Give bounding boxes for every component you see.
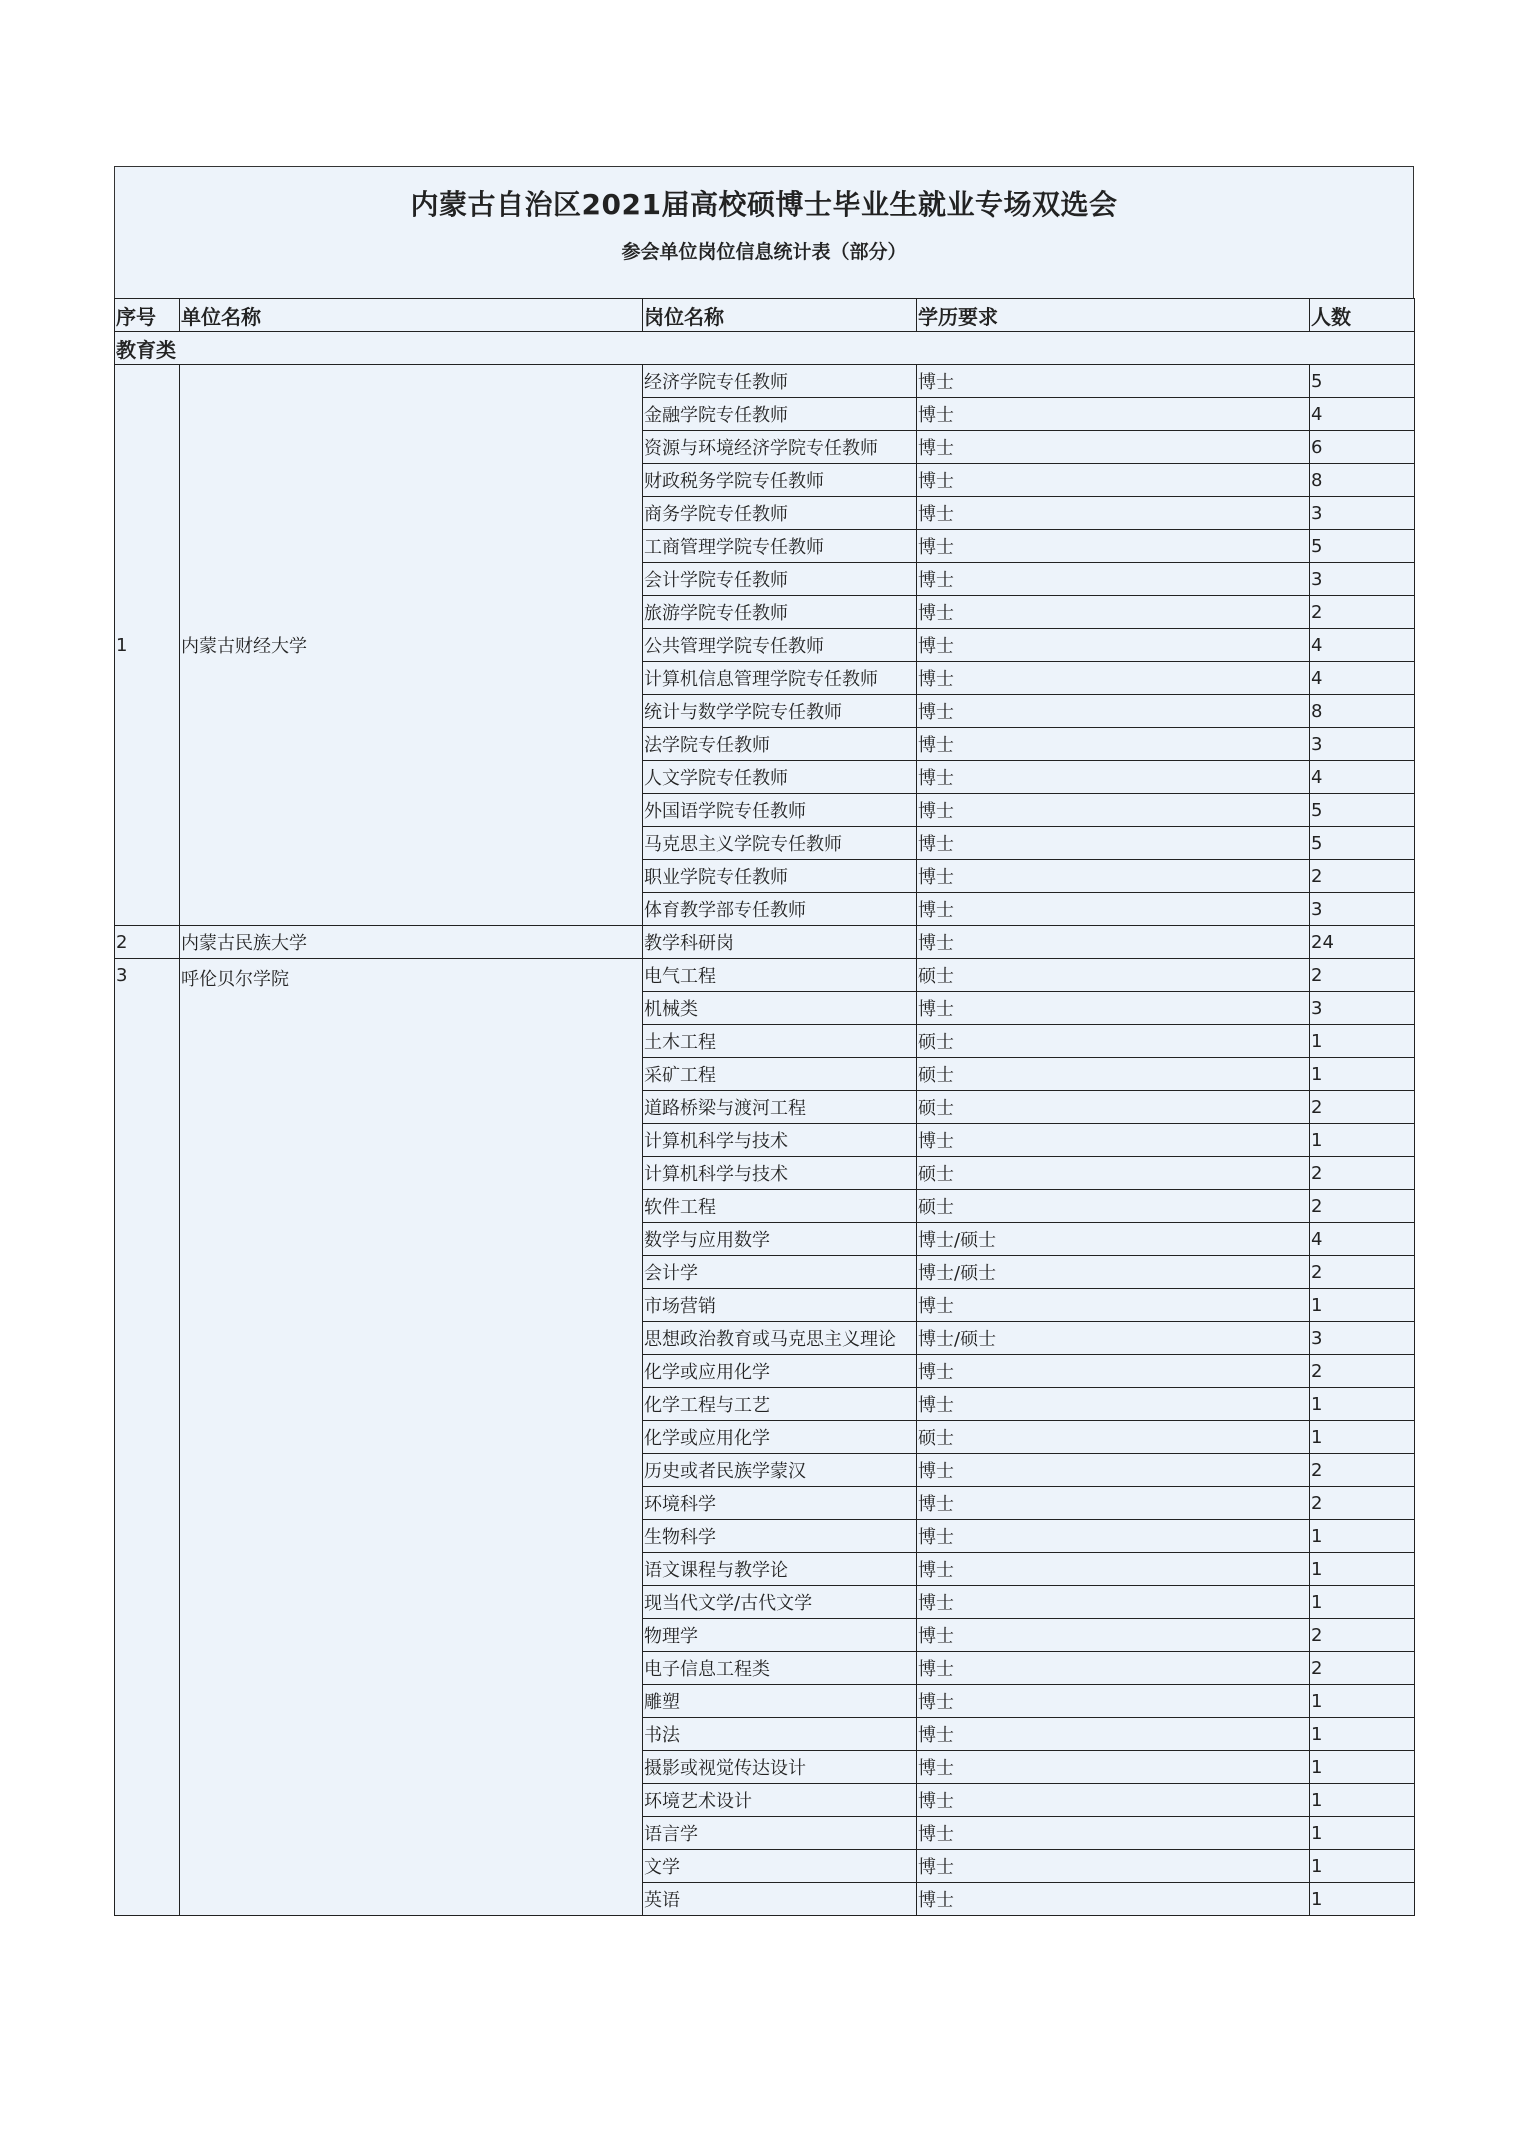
post-name: 工商管理学院专任教师 [643, 530, 917, 563]
headcount: 2 [1310, 1487, 1415, 1520]
post-name: 生物科学 [643, 1520, 917, 1553]
headcount: 3 [1310, 497, 1415, 530]
education-requirement: 博士 [917, 1652, 1310, 1685]
education-requirement: 博士 [917, 827, 1310, 860]
title-block [114, 166, 1414, 298]
headcount: 1 [1310, 1751, 1415, 1784]
headcount: 24 [1310, 926, 1415, 959]
post-name: 环境科学 [643, 1487, 917, 1520]
post-name: 语言学 [643, 1817, 917, 1850]
post-name: 软件工程 [643, 1190, 917, 1223]
education-requirement: 博士 [917, 794, 1310, 827]
post-name: 道路桥梁与渡河工程 [643, 1091, 917, 1124]
post-name: 教学科研岗 [643, 926, 917, 959]
education-requirement: 博士 [917, 1817, 1310, 1850]
document-subtitle: 参会单位岗位信息统计表（部分） [621, 241, 907, 263]
education-requirement: 博士/硕士 [917, 1223, 1310, 1256]
headcount: 5 [1310, 827, 1415, 860]
education-requirement: 博士 [917, 497, 1310, 530]
headcount: 1 [1310, 1025, 1415, 1058]
post-name: 现当代文学/古代文学 [643, 1586, 917, 1619]
header-unit: 单位名称 [180, 299, 643, 332]
education-requirement: 硕士 [917, 1025, 1310, 1058]
headcount: 1 [1310, 1718, 1415, 1751]
education-requirement: 硕士 [917, 1421, 1310, 1454]
post-name: 会计学 [643, 1256, 917, 1289]
post-name: 环境艺术设计 [643, 1784, 917, 1817]
headcount: 1 [1310, 1520, 1415, 1553]
education-requirement: 博士 [917, 1388, 1310, 1421]
education-requirement: 博士 [917, 926, 1310, 959]
post-name: 计算机信息管理学院专任教师 [643, 662, 917, 695]
headcount: 3 [1310, 893, 1415, 926]
post-name: 文学 [643, 1850, 917, 1883]
post-name: 雕塑 [643, 1685, 917, 1718]
table-row [115, 959, 1415, 992]
category-row [115, 332, 1415, 365]
headcount: 1 [1310, 1883, 1415, 1916]
post-name: 经济学院专任教师 [643, 365, 917, 398]
post-name: 资源与环境经济学院专任教师 [643, 431, 917, 464]
education-requirement: 博士 [917, 761, 1310, 794]
education-requirement: 硕士 [917, 1091, 1310, 1124]
headcount: 2 [1310, 596, 1415, 629]
headcount: 2 [1310, 1355, 1415, 1388]
headcount: 3 [1310, 1322, 1415, 1355]
unit-name: 呼伦贝尔学院 [180, 959, 643, 1916]
education-requirement: 博士 [917, 1685, 1310, 1718]
headcount: 2 [1310, 1157, 1415, 1190]
headcount: 1 [1310, 1124, 1415, 1157]
education-requirement: 博士 [917, 629, 1310, 662]
post-name: 思想政治教育或马克思主义理论 [643, 1322, 917, 1355]
education-requirement: 博士 [917, 431, 1310, 464]
post-name: 统计与数学学院专任教师 [643, 695, 917, 728]
post-name: 财政税务学院专任教师 [643, 464, 917, 497]
headcount: 1 [1310, 1289, 1415, 1322]
header-row [115, 299, 1415, 332]
post-name: 体育教学部专任教师 [643, 893, 917, 926]
education-requirement: 博士 [917, 1124, 1310, 1157]
education-requirement: 博士 [917, 1454, 1310, 1487]
headcount: 5 [1310, 365, 1415, 398]
education-requirement: 博士 [917, 464, 1310, 497]
education-requirement: 博士/硕士 [917, 1256, 1310, 1289]
post-name: 职业学院专任教师 [643, 860, 917, 893]
header-education: 学历要求 [917, 299, 1310, 332]
post-name: 采矿工程 [643, 1058, 917, 1091]
headcount: 2 [1310, 1190, 1415, 1223]
headcount: 2 [1310, 860, 1415, 893]
post-name: 电气工程 [643, 959, 917, 992]
headcount: 1 [1310, 1784, 1415, 1817]
post-name: 市场营销 [643, 1289, 917, 1322]
post-name: 历史或者民族学蒙汉 [643, 1454, 917, 1487]
post-name: 机械类 [643, 992, 917, 1025]
headcount: 1 [1310, 1553, 1415, 1586]
post-name: 会计学院专任教师 [643, 563, 917, 596]
headcount: 4 [1310, 398, 1415, 431]
education-requirement: 博士 [917, 1718, 1310, 1751]
header-seq: 序号 [115, 299, 180, 332]
headcount: 4 [1310, 662, 1415, 695]
table-row [115, 926, 1415, 959]
education-requirement: 博士 [917, 1586, 1310, 1619]
education-requirement: 博士 [917, 992, 1310, 1025]
post-name: 商务学院专任教师 [643, 497, 917, 530]
post-name: 语文课程与教学论 [643, 1553, 917, 1586]
headcount: 4 [1310, 1223, 1415, 1256]
headcount: 4 [1310, 629, 1415, 662]
education-requirement: 博士 [917, 728, 1310, 761]
headcount: 1 [1310, 1421, 1415, 1454]
unit-seq: 3 [115, 959, 180, 1916]
headcount: 8 [1310, 464, 1415, 497]
post-name: 化学或应用化学 [643, 1421, 917, 1454]
education-requirement: 博士 [917, 1751, 1310, 1784]
post-name: 计算机科学与技术 [643, 1157, 917, 1190]
post-name: 数学与应用数学 [643, 1223, 917, 1256]
education-requirement: 博士 [917, 662, 1310, 695]
headcount: 2 [1310, 1619, 1415, 1652]
post-name: 马克思主义学院专任教师 [643, 827, 917, 860]
post-name: 书法 [643, 1718, 917, 1751]
unit-seq: 1 [115, 365, 180, 926]
post-name: 摄影或视觉传达设计 [643, 1751, 917, 1784]
education-requirement: 博士 [917, 1784, 1310, 1817]
headcount: 1 [1310, 1817, 1415, 1850]
education-requirement: 博士 [917, 1520, 1310, 1553]
headcount: 3 [1310, 728, 1415, 761]
education-requirement: 博士 [917, 1355, 1310, 1388]
headcount: 2 [1310, 959, 1415, 992]
education-requirement: 博士 [917, 596, 1310, 629]
unit-seq: 2 [115, 926, 180, 959]
headcount: 1 [1310, 1388, 1415, 1421]
post-name: 计算机科学与技术 [643, 1124, 917, 1157]
education-requirement: 博士 [917, 860, 1310, 893]
document-sheet [114, 166, 1414, 1916]
table-row [115, 365, 1415, 398]
education-requirement: 博士 [917, 365, 1310, 398]
education-requirement: 博士 [917, 695, 1310, 728]
education-requirement: 博士 [917, 1883, 1310, 1916]
post-name: 电子信息工程类 [643, 1652, 917, 1685]
headcount: 5 [1310, 530, 1415, 563]
education-requirement: 博士 [917, 563, 1310, 596]
header-post: 岗位名称 [643, 299, 917, 332]
education-requirement: 博士 [917, 1487, 1310, 1520]
post-name: 旅游学院专任教师 [643, 596, 917, 629]
headcount: 3 [1310, 563, 1415, 596]
headcount: 1 [1310, 1685, 1415, 1718]
headcount: 3 [1310, 992, 1415, 1025]
education-requirement: 硕士 [917, 1157, 1310, 1190]
post-name: 化学工程与工艺 [643, 1388, 917, 1421]
category-label: 教育类 [115, 332, 1415, 365]
post-name: 英语 [643, 1883, 917, 1916]
education-requirement: 博士 [917, 1850, 1310, 1883]
headcount: 1 [1310, 1586, 1415, 1619]
headcount: 2 [1310, 1652, 1415, 1685]
post-name: 物理学 [643, 1619, 917, 1652]
post-name: 外国语学院专任教师 [643, 794, 917, 827]
post-name: 人文学院专任教师 [643, 761, 917, 794]
post-name: 公共管理学院专任教师 [643, 629, 917, 662]
document-title: 内蒙古自治区2021届高校硕博士毕业生就业专场双选会 [410, 188, 1118, 221]
header-count: 人数 [1310, 299, 1415, 332]
post-name: 金融学院专任教师 [643, 398, 917, 431]
education-requirement: 硕士 [917, 959, 1310, 992]
education-requirement: 硕士 [917, 1058, 1310, 1091]
education-requirement: 博士 [917, 893, 1310, 926]
headcount: 2 [1310, 1256, 1415, 1289]
headcount: 6 [1310, 431, 1415, 464]
post-name: 土木工程 [643, 1025, 917, 1058]
education-requirement: 硕士 [917, 1190, 1310, 1223]
unit-name: 内蒙古财经大学 [180, 365, 643, 926]
headcount: 5 [1310, 794, 1415, 827]
headcount: 1 [1310, 1058, 1415, 1091]
headcount: 2 [1310, 1454, 1415, 1487]
education-requirement: 博士 [917, 1619, 1310, 1652]
education-requirement: 博士 [917, 1289, 1310, 1322]
education-requirement: 博士 [917, 530, 1310, 563]
education-requirement: 博士 [917, 1553, 1310, 1586]
post-name: 法学院专任教师 [643, 728, 917, 761]
headcount: 2 [1310, 1091, 1415, 1124]
headcount: 1 [1310, 1850, 1415, 1883]
education-requirement: 博士/硕士 [917, 1322, 1310, 1355]
headcount: 8 [1310, 695, 1415, 728]
post-name: 化学或应用化学 [643, 1355, 917, 1388]
positions-table [114, 298, 1415, 1916]
unit-name: 内蒙古民族大学 [180, 926, 643, 959]
headcount: 4 [1310, 761, 1415, 794]
education-requirement: 博士 [917, 398, 1310, 431]
